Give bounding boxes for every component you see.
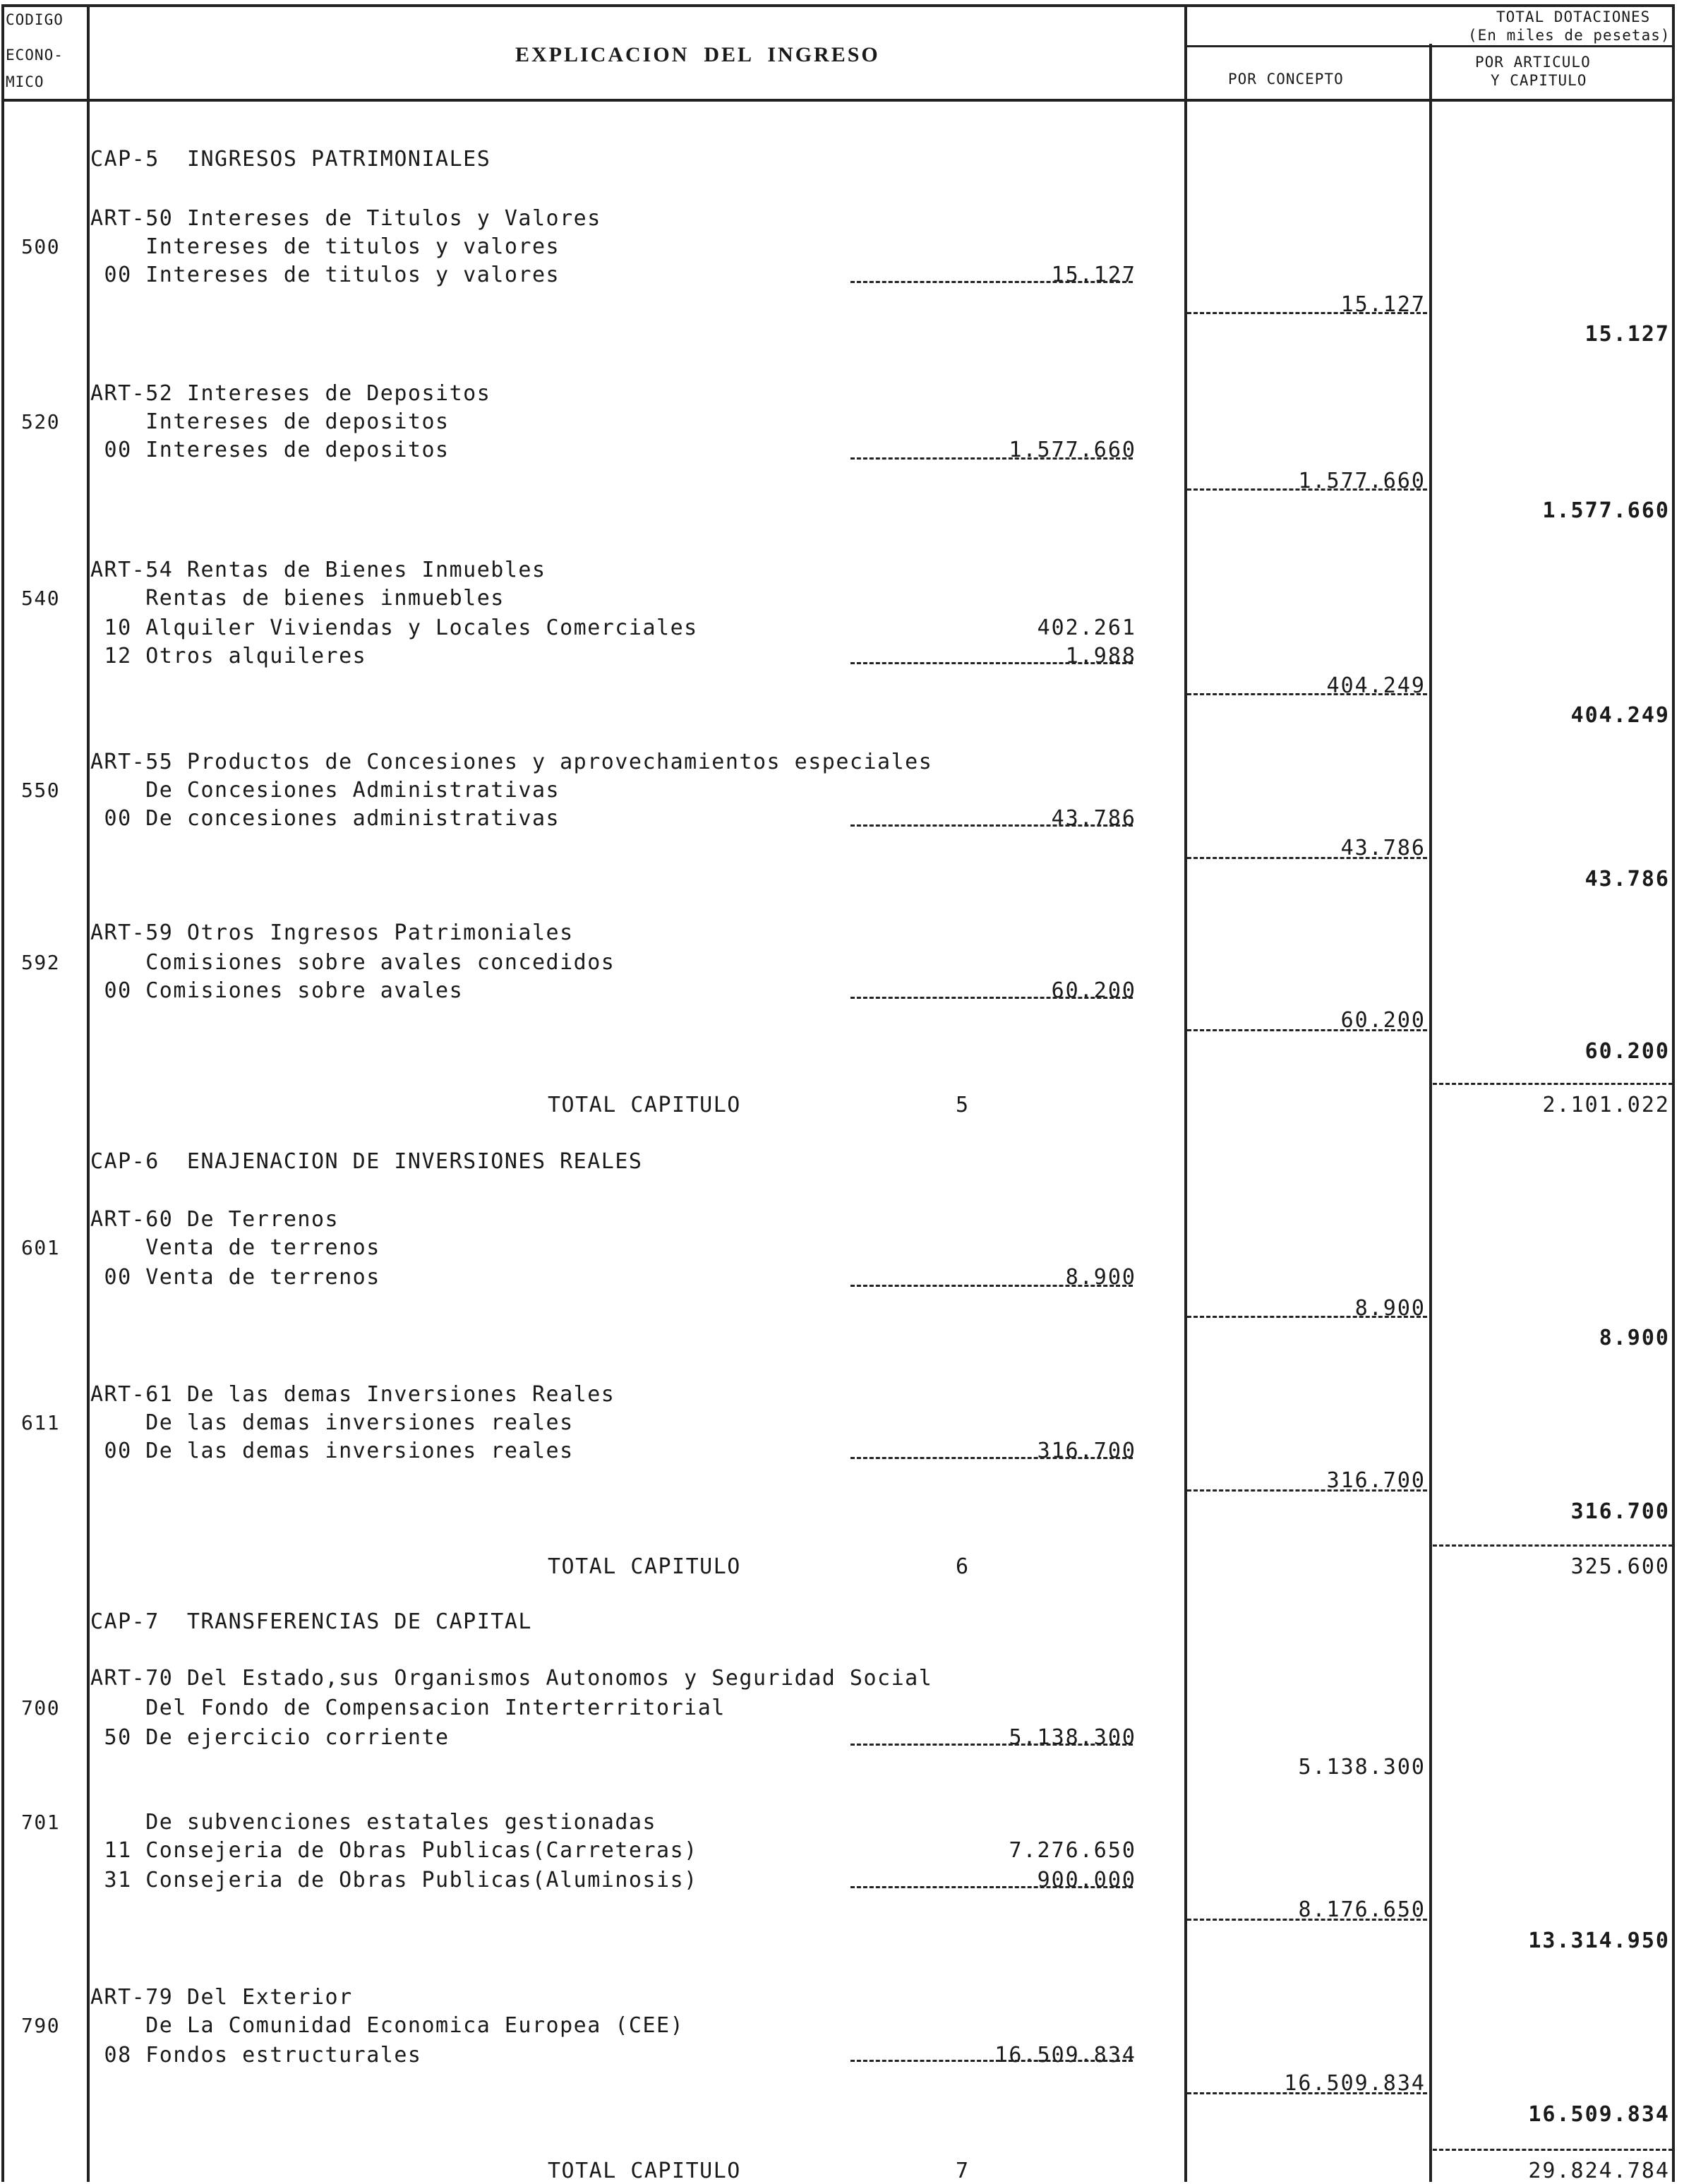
- line-description: Comisiones sobre avales concedidos: [90, 950, 615, 975]
- chapter-total-amount: 325.600: [1570, 1554, 1670, 1579]
- economic-code: 500: [21, 235, 61, 258]
- concepto-total: 8.176.650: [1298, 1897, 1426, 1922]
- chapter-total-separator: [1433, 1544, 1673, 1547]
- concepto-separator: [1187, 693, 1427, 695]
- subtotal-separator: [850, 662, 1133, 664]
- articulo-total: 43.786: [1584, 867, 1670, 892]
- article-heading: ART-60 De Terrenos: [90, 1207, 339, 1232]
- line-description: 12 Otros alquileres: [90, 644, 367, 668]
- subtotal-separator: [850, 824, 1133, 827]
- article-heading: ART-52 Intereses de Depositos: [90, 381, 491, 406]
- header-por-articulo-line-1: POR ARTICULO: [1475, 54, 1591, 71]
- chapter-total-amount: 29.824.784: [1528, 2159, 1670, 2183]
- line-amount: 7.276.650: [1009, 1838, 1136, 1863]
- line-amount: 1.577.660: [1009, 438, 1136, 462]
- articulo-total: 8.900: [1599, 1326, 1670, 1350]
- concepto-total: 8.900: [1354, 1296, 1426, 1321]
- chapter-total-label: TOTAL CAPITULO: [548, 2159, 741, 2183]
- chapter-total-label: TOTAL CAPITULO: [548, 1093, 741, 1117]
- line-amount: 900.000: [1037, 1868, 1136, 1892]
- subtotal-separator: [850, 997, 1133, 999]
- header-top-rule: [1, 4, 1675, 7]
- line-description: De Concesiones Administrativas: [90, 778, 560, 803]
- line-description: Intereses de titulos y valores: [90, 234, 560, 259]
- economic-code: 701: [21, 1811, 61, 1834]
- articulo-total: 316.700: [1570, 1499, 1670, 1524]
- economic-code: 790: [21, 2014, 61, 2037]
- concepto-separator: [1187, 857, 1427, 859]
- line-description: 00 De concesiones administrativas: [90, 806, 560, 831]
- concepto-column-divider: [1429, 44, 1432, 2182]
- line-description: Del Fondo de Compensacion Interterritorial: [90, 1696, 726, 1720]
- line-description: 50 De ejercicio corriente: [90, 1725, 450, 1750]
- economic-code: 550: [21, 779, 61, 802]
- economic-code: 540: [21, 587, 61, 610]
- header-code-line-3: MICO: [6, 73, 44, 90]
- header-total-dotaciones: TOTAL DOTACIONES: [1496, 8, 1651, 25]
- articulo-total: 1.577.660: [1542, 498, 1670, 523]
- concepto-separator: [1187, 1489, 1427, 1492]
- concepto-separator: [1187, 488, 1427, 491]
- header-por-concepto: POR CONCEPTO: [1228, 71, 1344, 88]
- frame-right-border: [1672, 4, 1675, 2182]
- header-code-line-1: CODIGO: [6, 11, 64, 28]
- chapter-total-separator: [1433, 1083, 1673, 1085]
- line-description: 31 Consejeria de Obras Publicas(Aluminosis): [90, 1868, 698, 1892]
- economic-code: 611: [21, 1411, 61, 1434]
- economic-code: 700: [21, 1696, 61, 1720]
- concepto-total: 16.509.834: [1284, 2071, 1426, 2096]
- line-amount: 1.988: [1065, 644, 1136, 668]
- chapter-total-separator: [1433, 2149, 1673, 2151]
- concepto-total: 316.700: [1326, 1468, 1426, 1493]
- article-heading: ART-54 Rentas de Bienes Inmuebles: [90, 558, 546, 582]
- concepto-separator: [1187, 1316, 1427, 1318]
- article-heading: ART-79 Del Exterior: [90, 1985, 353, 2010]
- subtotal-separator: [850, 1285, 1133, 1287]
- subtotal-separator: [850, 281, 1133, 283]
- line-description: 00 Intereses de titulos y valores: [90, 263, 560, 287]
- line-amount: 15.127: [1051, 263, 1136, 287]
- economic-code: 592: [21, 951, 61, 974]
- line-amount: 8.900: [1065, 1265, 1136, 1290]
- line-amount: 402.261: [1037, 616, 1136, 640]
- line-amount: 5.138.300: [1009, 1725, 1136, 1750]
- header-code-line-2: ECONO-: [6, 47, 64, 64]
- article-heading: ART-61 De las demas Inversiones Reales: [90, 1382, 615, 1407]
- concepto-total: 15.127: [1340, 292, 1426, 317]
- article-heading: ART-55 Productos de Concesiones y aprovechamientos especiales: [90, 750, 933, 774]
- economic-code: 520: [21, 410, 61, 433]
- articulo-total: 15.127: [1584, 322, 1670, 347]
- chapter-heading: CAP-5 INGRESOS PATRIMONIALES: [90, 147, 491, 172]
- article-heading: ART-70 Del Estado,sus Organismos Autonomos y Seguridad Social: [90, 1666, 933, 1691]
- articulo-total: 404.249: [1570, 703, 1670, 728]
- subtotal-separator: [850, 1457, 1133, 1459]
- line-description: De las demas inversiones reales: [90, 1410, 574, 1435]
- articulo-total: 60.200: [1584, 1039, 1670, 1064]
- chapter-heading: CAP-7 TRANSFERENCIAS DE CAPITAL: [90, 1609, 532, 1634]
- chapter-heading: CAP-6 ENAJENACION DE INVERSIONES REALES: [90, 1149, 643, 1174]
- line-description: Rentas de bienes inmuebles: [90, 586, 505, 611]
- chapter-total-label: TOTAL CAPITULO: [548, 1554, 741, 1579]
- concepto-separator: [1187, 1919, 1427, 1921]
- chapter-number: 7: [956, 2159, 970, 2183]
- chapter-number: 5: [956, 1093, 970, 1117]
- line-amount: 316.700: [1037, 1439, 1136, 1463]
- concepto-total: 1.577.660: [1298, 469, 1426, 493]
- frame-left-border: [1, 4, 4, 2182]
- line-description: Venta de terrenos: [90, 1235, 380, 1260]
- explicacion-column-divider: [1184, 4, 1187, 2182]
- line-description: 11 Consejeria de Obras Publicas(Carreteras): [90, 1838, 698, 1863]
- subtotal-separator: [850, 457, 1133, 460]
- subtotal-separator: [850, 1744, 1133, 1746]
- chapter-number: 6: [956, 1554, 970, 1579]
- concepto-separator: [1187, 2092, 1427, 2094]
- line-amount: 16.509.834: [994, 2043, 1136, 2068]
- header-por-articulo-line-2: Y CAPITULO: [1491, 72, 1587, 89]
- header-subheader-rule: [1184, 45, 1675, 47]
- article-heading: ART-50 Intereses de Titulos y Valores: [90, 206, 601, 231]
- concepto-total: 404.249: [1326, 673, 1426, 698]
- concepto-total: 5.138.300: [1298, 1755, 1426, 1780]
- line-amount: 43.786: [1051, 806, 1136, 831]
- concepto-total: 60.200: [1340, 1008, 1426, 1033]
- line-description: De La Comunidad Economica Europea (CEE): [90, 2013, 685, 2038]
- line-description: De subvenciones estatales gestionadas: [90, 1810, 657, 1835]
- line-description: 00 Venta de terrenos: [90, 1265, 380, 1290]
- subtotal-separator: [850, 1886, 1133, 1888]
- line-description: 08 Fondos estructurales: [90, 2043, 422, 2068]
- line-description: Intereses de depositos: [90, 409, 450, 434]
- header-explicacion: EXPLICACION DEL INGRESO: [515, 43, 880, 66]
- code-column-divider: [87, 4, 90, 2182]
- line-description: 00 Comisiones sobre avales: [90, 978, 464, 1003]
- header-units: (En miles de pesetas): [1468, 27, 1671, 44]
- articulo-total: 13.314.950: [1528, 1928, 1670, 1953]
- chapter-total-amount: 2.101.022: [1542, 1093, 1670, 1117]
- subtotal-separator: [850, 2060, 1133, 2062]
- article-heading: ART-59 Otros Ingresos Patrimoniales: [90, 920, 574, 945]
- articulo-total: 16.509.834: [1528, 2102, 1670, 2127]
- header-bottom-rule: [1, 99, 1675, 102]
- concepto-separator: [1187, 1029, 1427, 1031]
- line-description: 10 Alquiler Viviendas y Locales Comerciales: [90, 616, 698, 640]
- concepto-total: 43.786: [1340, 836, 1426, 860]
- line-description: 00 Intereses de depositos: [90, 438, 450, 462]
- line-amount: 60.200: [1051, 978, 1136, 1003]
- economic-code: 601: [21, 1236, 61, 1259]
- line-description: 00 De las demas inversiones reales: [90, 1439, 574, 1463]
- concepto-separator: [1187, 312, 1427, 314]
